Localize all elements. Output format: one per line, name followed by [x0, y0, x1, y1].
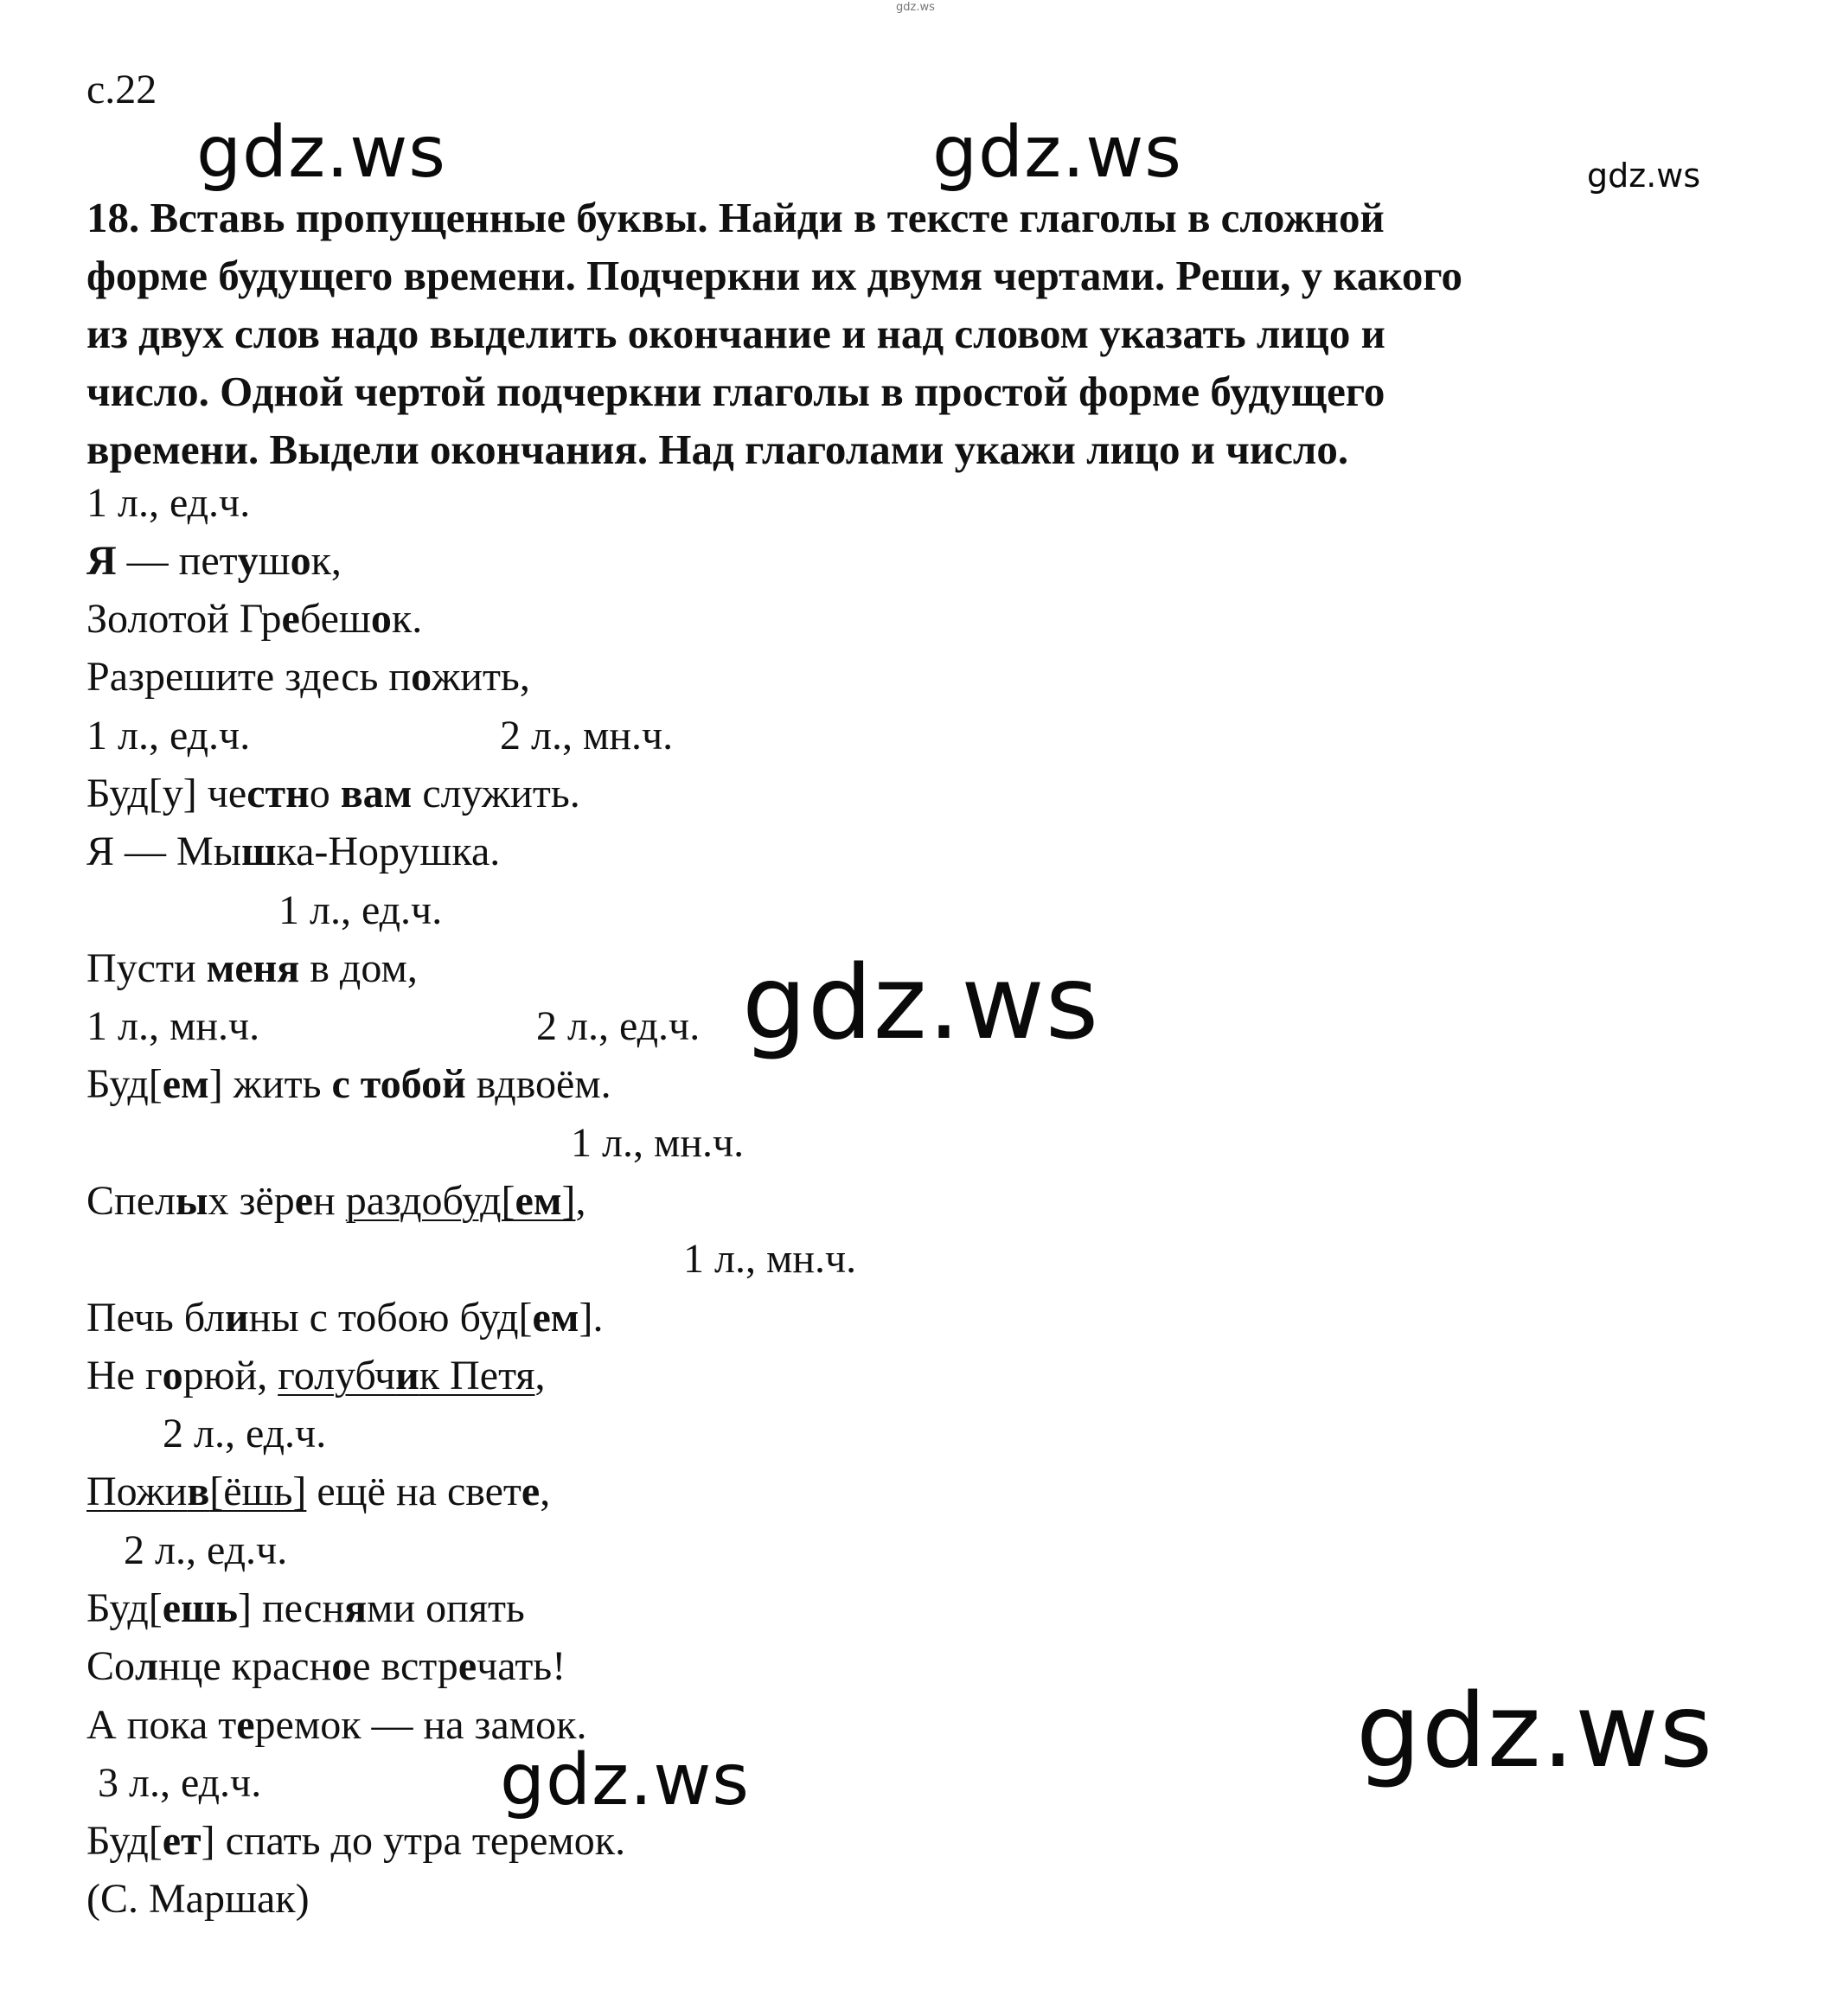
- poem-line: Солнце красное встречать!: [86, 1643, 566, 1689]
- poem-line: Золотой Гребешок.: [86, 596, 423, 642]
- poem-line: Не горюй, голубчик Петя,: [86, 1353, 546, 1398]
- annotation: 1 л., ед.ч.: [278, 887, 443, 933]
- watermark-top-right-small: gdz.ws: [1587, 157, 1701, 195]
- annotation: 2 л., ед.ч.: [124, 1527, 288, 1573]
- poem-line: Пожив[ёшь] ещё на свете,: [86, 1469, 551, 1514]
- watermark-bottom-right: gdz.ws: [1356, 1671, 1714, 1790]
- annotation: 1 л., мн.ч.: [683, 1236, 857, 1282]
- poem-line: Пусти меня в дом,: [86, 945, 418, 991]
- task-instructions: [86, 189, 1756, 478]
- annotation: 1 л., ед.ч.: [86, 713, 251, 758]
- task-line: число. Одной чертой подчеркни глаголы в простой форме будущего: [86, 368, 1385, 415]
- watermark-bottom-center: gdz.ws: [500, 1739, 750, 1821]
- task-line: времени. Выдели окончания. Над глаголами укажи лицо и число.: [86, 426, 1349, 473]
- page-number: с.22: [86, 67, 157, 112]
- poem-line: Буд[ешь] песнями опять: [86, 1585, 525, 1631]
- poem-line: Буд[ем] жить с тобой вдвоём.: [86, 1061, 611, 1107]
- annotation: 1 л., ед.ч.: [86, 480, 251, 526]
- poem-line: Буд[ет] спать до утра теремок.: [86, 1818, 626, 1864]
- task-line: из двух слов надо выделить окончание и над словом указать лицо и: [86, 310, 1385, 357]
- annotation: 1 л., мн.ч.: [571, 1120, 745, 1166]
- watermark-top-center: gdz.ws: [932, 112, 1182, 194]
- watermark-middle-big: gdz.ws: [742, 943, 1100, 1062]
- poem-line: Я — петушок,: [86, 538, 342, 584]
- poem-line: Спелых зёрен раздобуд[ем],: [86, 1178, 586, 1224]
- annotation: 3 л., ед.ч.: [98, 1760, 262, 1806]
- poem-line: Я — Мышка-Норушка.: [86, 829, 501, 874]
- annotation: 2 л., ед.ч.: [163, 1411, 327, 1456]
- poem-line: Разрешите здесь пожить,: [86, 654, 530, 700]
- poem-line: Буд[у] честно вам служить.: [86, 771, 580, 816]
- task-line: 18. Вставь пропущенные буквы. Найди в тексте глаголы в сложной: [86, 194, 1385, 241]
- poem-author: (С. Маршак): [86, 1876, 310, 1922]
- watermark-top-left: gdz.ws: [196, 112, 446, 194]
- watermark-tiny: gdz.ws: [896, 1, 935, 14]
- poem-line: А пока теремок — на замок.: [86, 1702, 587, 1748]
- poem-line: Печь блины с тобою буд[ем].: [86, 1295, 604, 1341]
- annotation: 2 л., ед.ч.: [536, 1003, 701, 1049]
- annotation: 2 л., мн.ч.: [500, 713, 674, 758]
- task-line: форме будущего времени. Подчеркни их двумя чертами. Реши, у какого: [86, 252, 1462, 299]
- annotation: 1 л., мн.ч.: [86, 1003, 260, 1049]
